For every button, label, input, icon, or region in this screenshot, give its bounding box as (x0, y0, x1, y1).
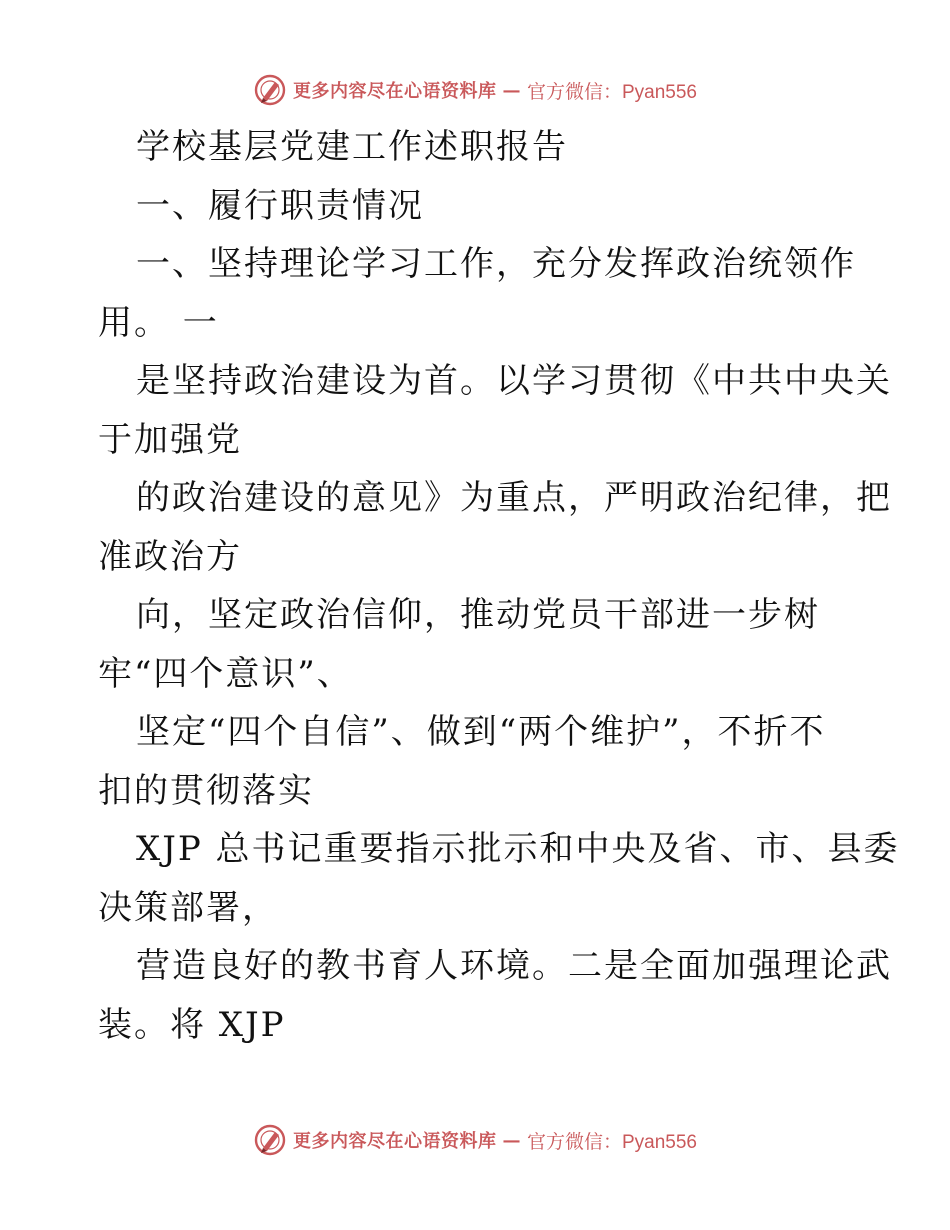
paragraph-line: 向，坚定政治信仰，推动党员干部进一步树 (136, 595, 820, 635)
paragraph-line: 坚定“四个自信”、做到“两个维护”，不折不 (136, 712, 826, 752)
brand-text: 更多内容尽在心语资料库 (292, 81, 497, 102)
paragraph-line: 装。将 XJP (98, 1004, 286, 1045)
wechat-text: 官方微信：Pyan556 (526, 1131, 697, 1153)
paragraph-line: 一、坚持理论学习工作，充分发挥政治统领作 (136, 244, 856, 284)
header-banner (0, 70, 950, 110)
footer-banner (0, 1120, 950, 1160)
paragraph-line: 营造良好的教书育人环境。二是全面加强理论武 (136, 946, 892, 986)
section-heading: 一、履行职责情况 (136, 185, 424, 226)
paragraph-line: 于加强党 (98, 419, 242, 460)
paragraph-line: 牢“四个意识”、 (98, 653, 353, 694)
paragraph-line: 准政治方 (98, 536, 242, 577)
brand-separator: — (502, 79, 521, 101)
document-title: 学校基层党建工作述职报告 (136, 127, 568, 167)
paragraph-line: 是坚持政治建设为首。以学习贯彻《中共中央关 (136, 361, 892, 401)
document-body (98, 118, 900, 1054)
paragraph-line: 的政治建设的意见》为重点，严明政治纪律，把 (136, 478, 892, 518)
brand-separator: — (502, 1129, 521, 1151)
pen-logo-icon (253, 1123, 287, 1157)
paragraph-line: 扣的贯彻落实 (98, 770, 314, 811)
paragraph-line: 用。 一 (98, 302, 219, 343)
paragraph-line: XJP 总书记重要指示批示和中央及省、市、县委 (136, 829, 900, 869)
wechat-text: 官方微信：Pyan556 (526, 81, 697, 103)
paragraph-line: 决策部署， (98, 887, 278, 928)
pen-logo-icon (253, 73, 287, 107)
brand-text: 更多内容尽在心语资料库 (292, 1131, 497, 1152)
